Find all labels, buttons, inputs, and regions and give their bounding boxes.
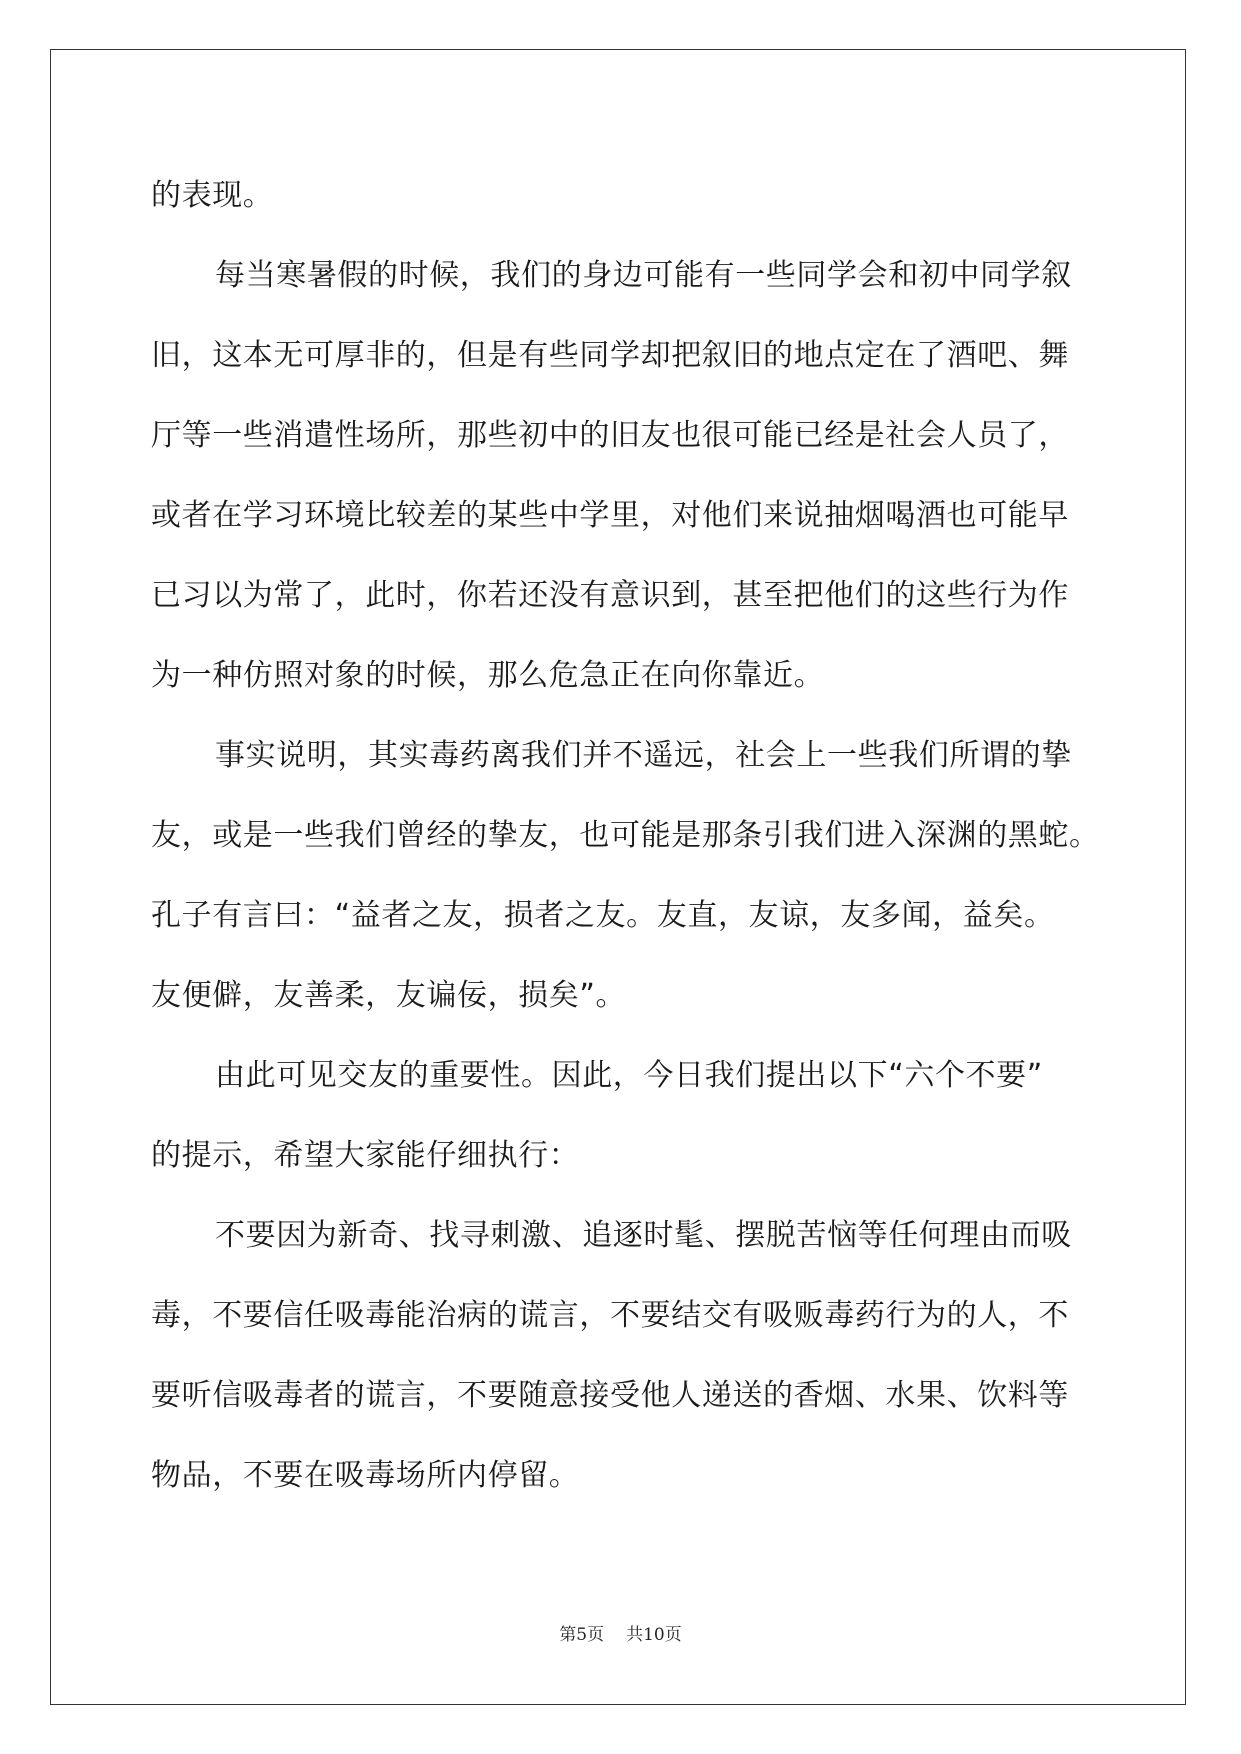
text-line: 友便僻，友善柔，友谝佞，损矣”。 [151, 978, 627, 1013]
page-total: 共10页 [626, 1625, 682, 1645]
text-line: 物品，不要在吸毒场所内停留。 [151, 1458, 580, 1493]
document-body [151, 156, 1123, 1516]
text-line: 或者在学习环境比较差的某些中学里，对他们来说抽烟喝酒也可能早 [151, 498, 1069, 533]
paragraph-start-line: 由此可见交友的重要性。因此，今日我们提出以下“六个不要” [215, 1058, 1043, 1093]
page-footer [0, 1620, 1241, 1645]
paragraph-start-line: 不要因为新奇、找寻刺激、追逐时髦、摆脱苦恼等任何理由而吸 [215, 1218, 1072, 1253]
page-number: 第5页 [559, 1625, 605, 1645]
text-line: 为一种仿照对象的时候，那么危急正在向你靠近。 [151, 658, 825, 693]
text-line: 旧，这本无可厚非的，但是有些同学却把叙旧的地点定在了酒吧、舞 [151, 338, 1069, 373]
text-line: 要听信吸毒者的谎言，不要随意接受他人递送的香烟、水果、饮料等 [151, 1378, 1069, 1413]
text-line: 毒，不要信任吸毒能治病的谎言，不要结交有吸贩毒药行为的人，不 [151, 1298, 1069, 1333]
paragraph-start-line: 每当寒暑假的时候，我们的身边可能有一些同学会和初中同学叙 [215, 258, 1072, 293]
text-line: 的表现。 [151, 178, 274, 213]
text-line: 已习以为常了，此时，你若还没有意识到，甚至把他们的这些行为作 [151, 578, 1069, 613]
text-line: 厅等一些消遣性场所，那些初中的旧友也很可能已经是社会人员了， [151, 418, 1069, 453]
text-line: 孔子有言曰：“益者之友，损者之友。友直，友谅，友多闻，益矣。 [151, 898, 1055, 933]
paragraph-start-line: 事实说明，其实毒药离我们并不遥远，社会上一些我们所谓的挚 [215, 738, 1072, 773]
text-line: 友，或是一些我们曾经的挚友，也可能是那条引我们进入深渊的黑蛇。 [151, 818, 1100, 853]
text-line: 的提示，希望大家能仔细执行： [151, 1138, 580, 1173]
